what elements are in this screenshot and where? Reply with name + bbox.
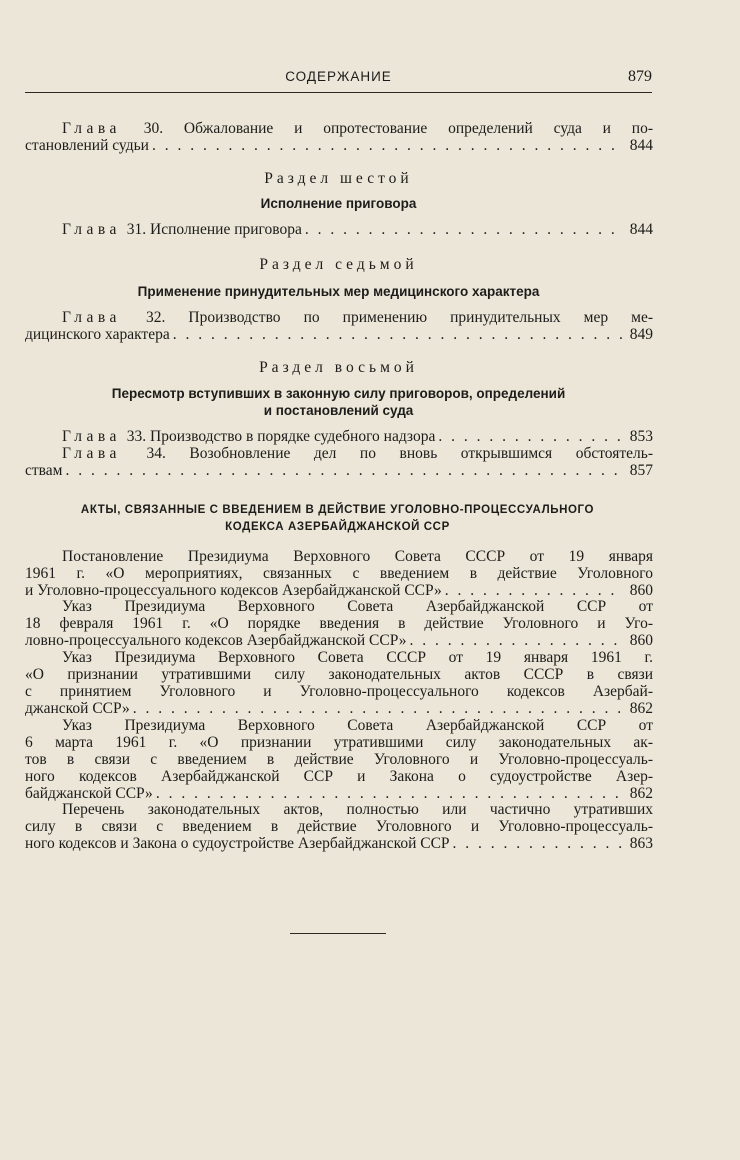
entry-page-number: 853 — [629, 428, 653, 445]
entry-text — [25, 666, 653, 683]
entry-last-line — [25, 632, 653, 649]
dot-leader — [453, 835, 624, 852]
entry-text — [62, 221, 302, 238]
dot-leader — [173, 326, 624, 343]
entry-line — [25, 548, 653, 565]
acts-heading-line: АКТЫ, СВЯЗАННЫЕ С ВВЕДЕНИЕМ В ДЕЙСТВИЕ УГОЛОВНО-ПРОЦЕССУАЛЬНОГО — [80, 504, 595, 516]
entry-text-part: 31. Исполнение приговора — [126, 221, 302, 238]
entry-text-part: Постановление Президиума Верховного Совета СССР от 19 января — [62, 548, 653, 565]
entry-page-number: 844 — [629, 221, 653, 238]
entry-last-line — [25, 462, 653, 479]
entry-line — [25, 683, 653, 700]
entry-text — [25, 683, 653, 700]
entry-page-number: 849 — [629, 326, 653, 343]
entry-text-part: Указ Президиума Верховного Совета СССР от 19 января 1961 г. — [62, 649, 653, 666]
entry-text-part: ного кодексов и Закона о судоустройстве Азербайджанской ССР — [25, 835, 450, 852]
entry-last-line — [25, 221, 653, 238]
entry-text — [62, 428, 435, 445]
end-rule — [290, 933, 386, 934]
running-header — [25, 68, 652, 93]
entry-line — [25, 649, 653, 666]
entry-text-part: дицинского характера — [25, 326, 170, 343]
entry-line — [25, 598, 653, 615]
entry-line — [25, 734, 653, 751]
entry-text — [62, 649, 653, 666]
entry-text-part: 1961 г. «О мероприятиях, связанных с введением в действие Уголовного — [25, 565, 653, 582]
entry-text-part: байджанской ССР» — [25, 785, 153, 802]
toc-entry-act-2[interactable] — [25, 598, 653, 649]
entry-page-number: 860 — [629, 632, 653, 649]
entry-last-line — [25, 785, 653, 802]
entry-text — [25, 582, 442, 599]
entry-last-line — [25, 835, 653, 852]
entry-text-part: 18 февраля 1961 г. «О порядке введения в действие Уголовного и Уго- — [25, 615, 653, 632]
entry-text — [62, 801, 653, 818]
entry-text-part: Указ Президиума Верховного Совета Азербайджанской ССР от — [62, 598, 653, 615]
entry-text — [25, 632, 406, 649]
entry-text — [25, 818, 653, 835]
entry-text-part: ствам — [25, 462, 63, 479]
acts-heading-line: КОДЕКСА АЗЕРБАЙДЖАНСКОЙ ССР — [225, 521, 450, 533]
entry-text — [62, 445, 653, 462]
entry-text — [25, 751, 653, 768]
chapter-prefix: Глава — [62, 120, 121, 137]
toc-entry-act-4[interactable] — [25, 717, 653, 802]
dot-leader — [156, 785, 624, 802]
entry-last-line — [25, 700, 653, 717]
chapter-prefix: Глава — [62, 309, 121, 326]
entry-text — [62, 120, 653, 137]
entry-text-part: с принятием Уголовного и Уголовно-процессуального кодексов Азербай- — [25, 683, 653, 700]
entry-text-part: «О признании утратившими силу законодательных актов СССР в связи — [25, 666, 653, 683]
entry-text-part: ного кодексов Азербайджанской ССР и Закона о судоустройстве Азер- — [25, 768, 653, 785]
entry-text — [25, 734, 653, 751]
entry-text-part: тов в связи с введением в действие Уголовного и Уголовно-процессуаль- — [25, 751, 653, 768]
entry-text — [25, 835, 450, 852]
section-7-label: Раздел седьмой — [259, 256, 418, 273]
toc-entry-chapter-30[interactable] — [25, 120, 653, 154]
dot-leader — [152, 137, 624, 154]
entry-line — [25, 120, 653, 137]
entry-text-part: джанской ССР» — [25, 700, 130, 717]
entry-line — [25, 768, 653, 785]
entry-text-part: становлений судьи — [25, 137, 149, 154]
entry-text-part: силу в связи с введением в действие Уголовного и Уголовно-процессуаль- — [25, 818, 653, 835]
dot-leader — [133, 700, 624, 717]
entry-last-line — [25, 137, 653, 154]
entry-line — [25, 666, 653, 683]
entry-page-number: 862 — [629, 785, 653, 802]
entry-line — [25, 445, 653, 462]
toc-entry-chapter-31[interactable] — [25, 221, 653, 238]
entry-text — [62, 598, 653, 615]
entry-text — [25, 615, 653, 632]
acts-heading — [20, 502, 655, 536]
entry-page-number: 862 — [629, 700, 653, 717]
toc-entry-chapter-32[interactable] — [25, 309, 653, 343]
entry-line — [25, 818, 653, 835]
entry-text — [62, 548, 653, 565]
entry-page-number: 844 — [629, 137, 653, 154]
entry-text — [25, 326, 170, 343]
section-6-label: Раздел шестой — [264, 170, 413, 187]
entry-text — [25, 462, 62, 479]
dot-leader — [409, 632, 624, 649]
entry-last-line — [25, 428, 653, 445]
section-8-title-line: Пересмотр вступивших в законную силу приговоров, определений — [111, 386, 566, 401]
dot-leader — [438, 428, 624, 445]
entry-line — [25, 565, 653, 582]
entry-text-part: 6 марта 1961 г. «О признании утратившими силу законодательных ак- — [25, 734, 653, 751]
section-8-label: Раздел восьмой — [259, 359, 418, 376]
chapter-prefix: Глава — [62, 428, 121, 445]
entry-text — [25, 137, 149, 154]
entry-text — [25, 700, 130, 717]
section-8-title-line: и постановлений суда — [263, 403, 414, 418]
section-7-title: Применение принудительных мер медицинского характера — [137, 284, 540, 299]
entry-line — [25, 309, 653, 326]
chapter-prefix: Глава — [62, 445, 121, 462]
entry-text-part: Перечень законодательных актов, полностью или частично утративших — [62, 801, 653, 818]
dot-leader — [65, 462, 624, 479]
toc-entry-chapter-34[interactable] — [25, 445, 653, 479]
entry-text-part: ловно-процессуального кодексов Азербайджанской ССР» — [25, 632, 407, 649]
entry-text — [62, 717, 653, 734]
entry-line — [25, 751, 653, 768]
toc-entry-chapter-33[interactable] — [25, 428, 653, 445]
toc-entry-act-3[interactable] — [25, 649, 653, 717]
entry-text-part: и Уголовно-процессуального кодексов Азербайджанской ССР» — [25, 582, 442, 599]
page-number: 879 — [628, 68, 652, 85]
chapter-prefix: Глава — [62, 221, 121, 238]
dot-leader — [445, 582, 624, 599]
entry-page-number: 863 — [629, 835, 653, 852]
entry-line — [25, 615, 653, 632]
section-6-title: Исполнение приговора — [260, 196, 417, 211]
entry-text-part: 30. Обжалование и опротестование определений суда и по- — [143, 120, 654, 137]
header-title: СОДЕРЖАНИЕ — [285, 69, 392, 84]
entry-line — [25, 801, 653, 818]
entry-text — [25, 785, 153, 802]
toc-entry-act-1[interactable] — [25, 548, 653, 599]
entry-last-line — [25, 326, 653, 343]
entry-text — [62, 309, 653, 326]
entry-page-number: 860 — [629, 582, 653, 599]
entry-text-part: 33. Производство в порядке судебного надзора — [126, 428, 436, 445]
entry-text — [25, 768, 653, 785]
entry-text-part: 32. Производство по применению принудительных мер ме- — [145, 309, 654, 326]
entry-text-part: 34. Возобновление дел по вновь открывшимся обстоятель- — [146, 445, 654, 462]
entry-text — [25, 565, 653, 582]
entry-text-part: Указ Президиума Верховного Совета Азербайджанской ССР от — [62, 717, 653, 734]
dot-leader — [305, 221, 624, 238]
toc-entry-act-5[interactable] — [25, 801, 653, 852]
entry-line — [25, 717, 653, 734]
entry-last-line — [25, 582, 653, 599]
section-8-title — [25, 385, 652, 419]
entry-page-number: 857 — [629, 462, 653, 479]
